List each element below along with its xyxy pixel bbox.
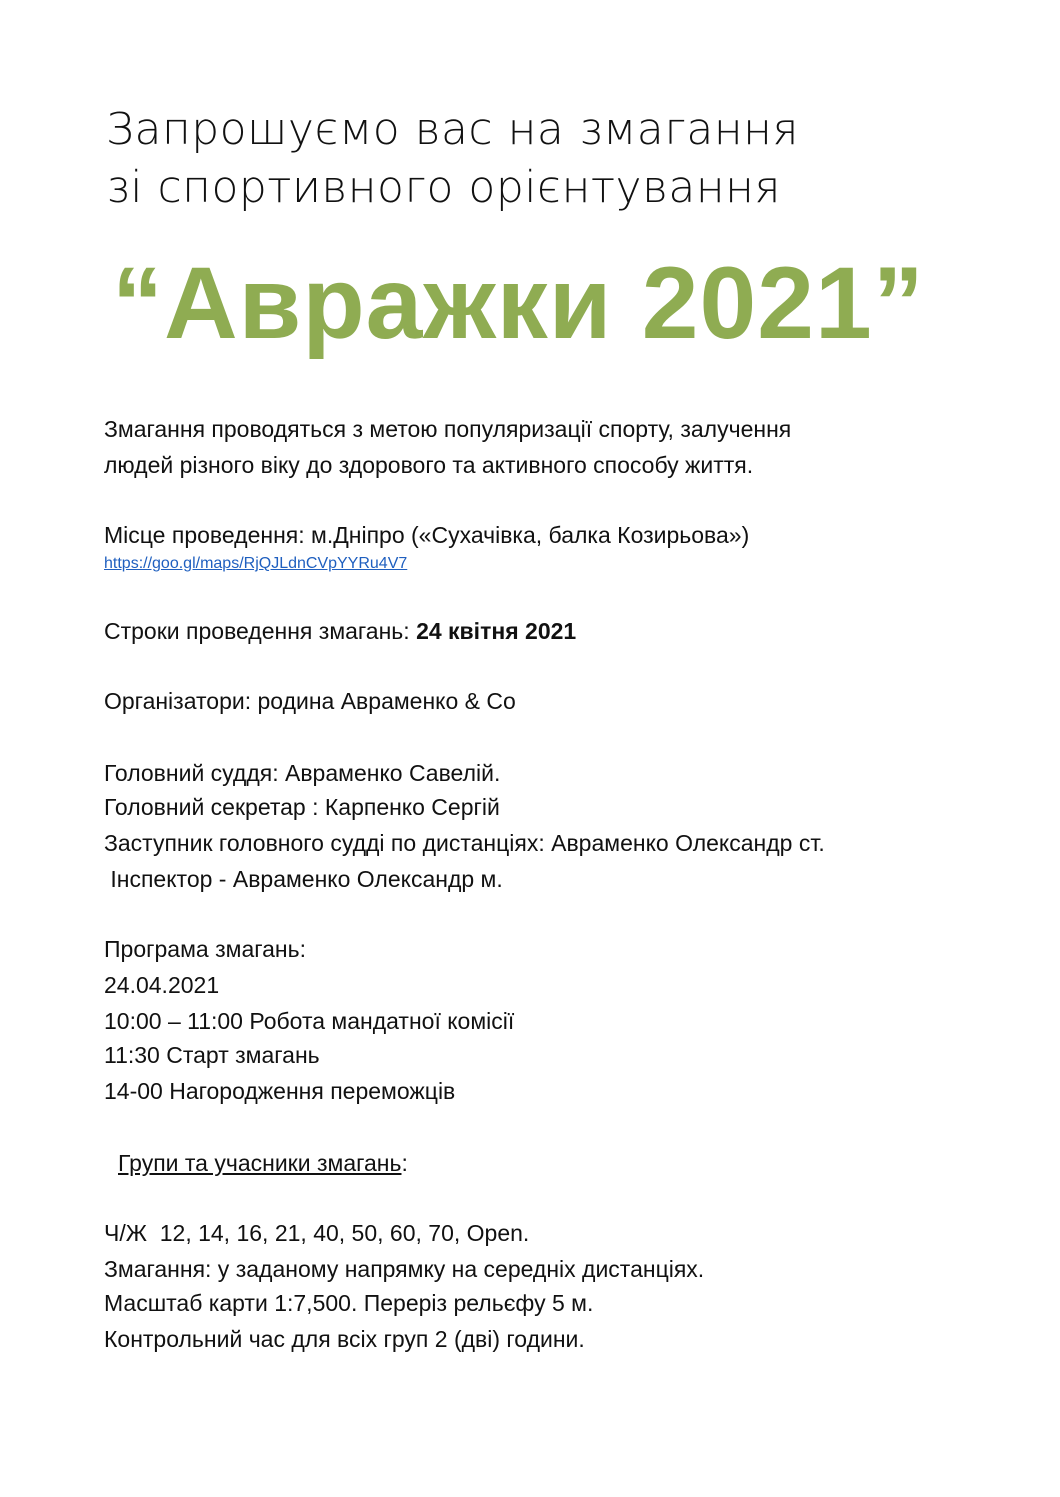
dates-line [104, 618, 576, 646]
official-inspector: Інспектор - Авраменко Олександр м. [104, 866, 503, 892]
dates-value: 24 квітня 2021 [416, 618, 577, 644]
official-chief-secretary: Головний секретар : Карпенко Сергій [104, 794, 500, 820]
groups-time-limit: Контрольний час для всіх груп 2 (дві) години. [104, 1326, 585, 1352]
groups-title-colon: : [401, 1150, 408, 1176]
dates-label: Строки проведення змагань: [104, 618, 417, 644]
intro-line-2: людей різного віку до здорового та активного способу життя. [104, 452, 754, 478]
event-name: “Авражки 2021” [112, 246, 925, 360]
intro-line-1: Змагання проводяться з метою популяризації спорту, залучення [104, 416, 792, 442]
groups-classes: Ч/Ж 12, 14, 16, 21, 40, 50, 60, 70, Open. [104, 1220, 530, 1246]
program-item-start: 11:30 Старт змагань [104, 1042, 320, 1068]
groups-map-scale: Масштаб карти 1:7,500. Переріз рельєфу 5 м. [104, 1290, 594, 1316]
title-line-2: зі спортивного орієнтування [106, 162, 781, 213]
organizers: Організатори: родина Авраменко & Co [104, 688, 516, 714]
groups-format: Змагання: у заданому напрямку на середніх дистанціях. [104, 1256, 705, 1282]
official-deputy-judge: Заступник головного судді по дистанціях: Авраменко Олександр ст. [104, 830, 825, 856]
program-item-registration: 10:00 – 11:00 Робота мандатної комісії [104, 1008, 515, 1034]
program-date: 24.04.2021 [104, 972, 220, 998]
program-item-awards: 14-00 Нагородження переможців [104, 1078, 456, 1104]
program-title: Програма змагань: [104, 936, 306, 962]
venue-text: Місце проведення: м.Дніпро («Сухачівка, балка Козирьова») [104, 522, 750, 548]
title-line-1: Запрошуємо вас на змагання [106, 104, 799, 155]
groups-title-line [118, 1150, 408, 1178]
official-chief-judge: Головний суддя: Авраменко Савелій. [104, 760, 501, 786]
venue-map-link[interactable]: https://goo.gl/maps/RjQJLdnCVpYYRu4V7 [104, 555, 408, 572]
groups-title: Групи та учасники змагань [118, 1150, 402, 1176]
